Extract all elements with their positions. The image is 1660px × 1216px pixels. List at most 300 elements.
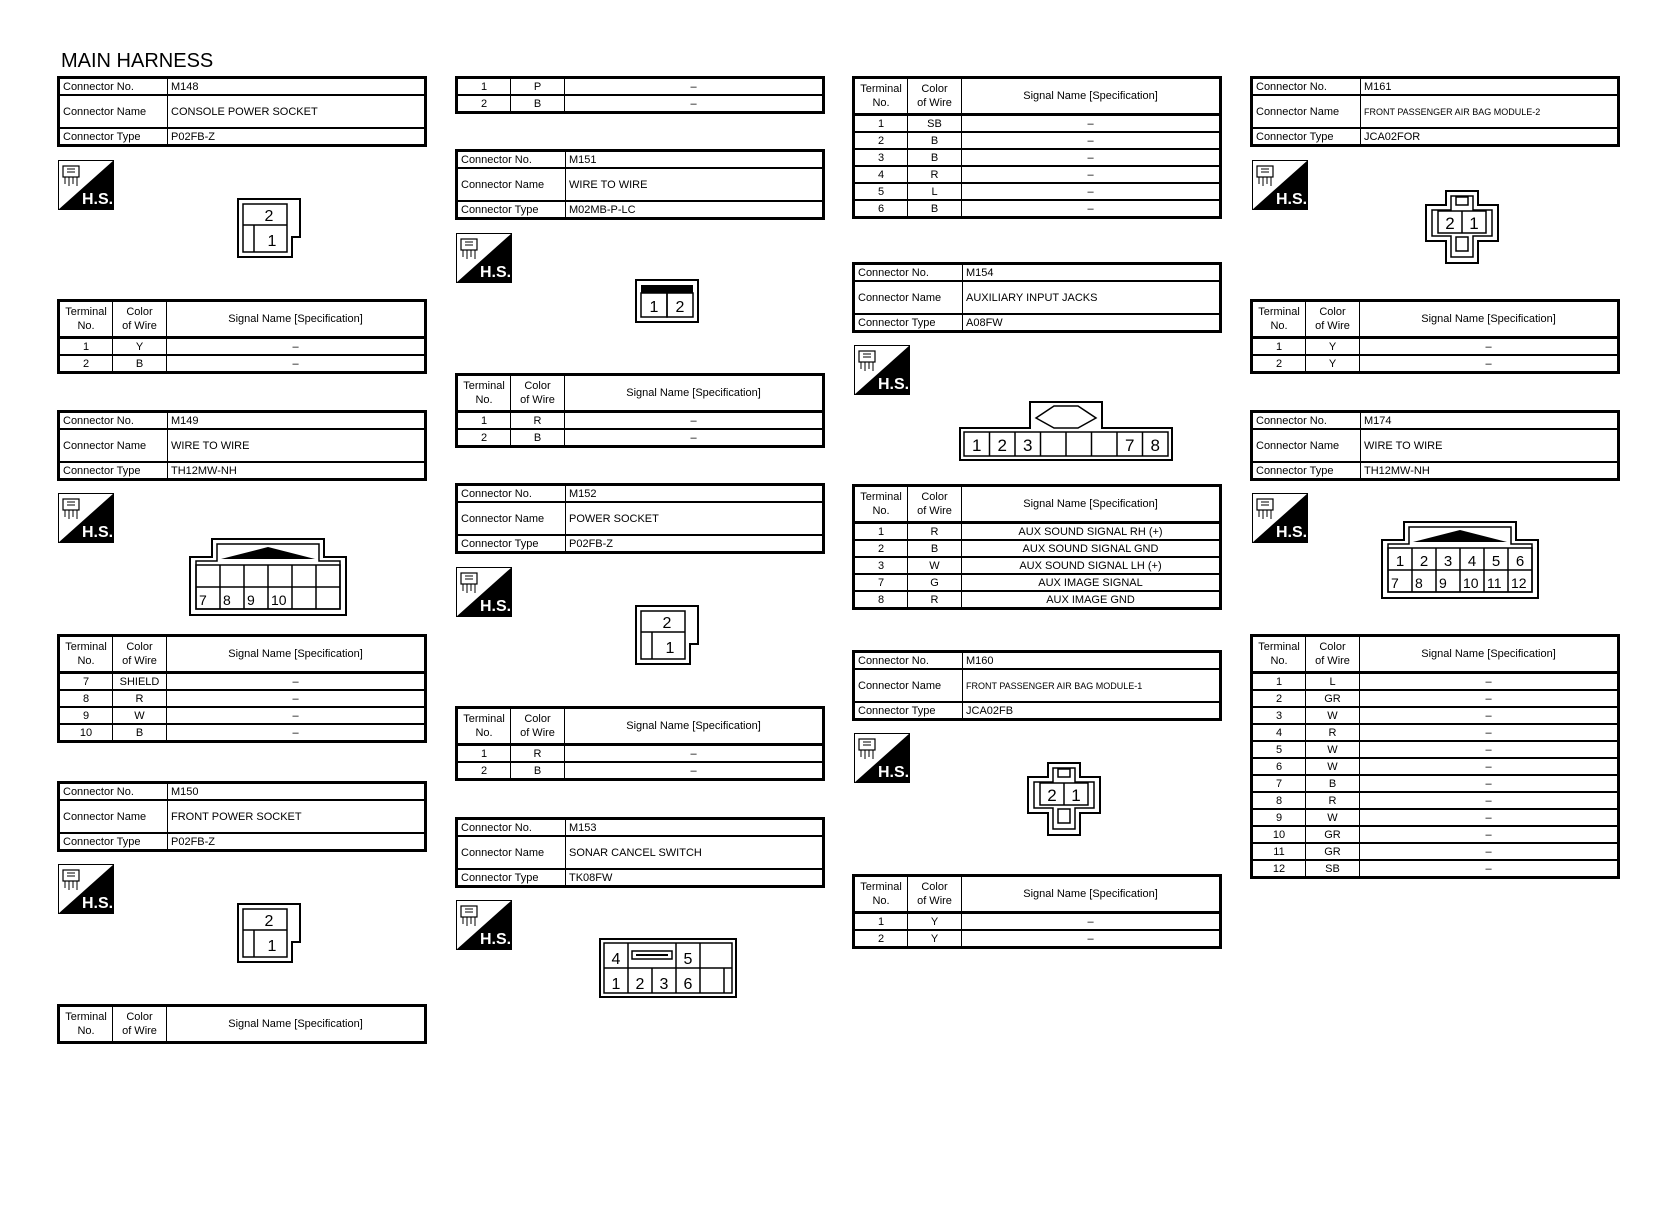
wire-color: SHIELD — [113, 673, 167, 691]
svg-text:7: 7 — [1125, 436, 1135, 455]
svg-text:10: 10 — [1463, 575, 1479, 591]
svg-text:2: 2 — [264, 208, 274, 225]
terminal-no: 9 — [1252, 809, 1306, 826]
signal-name-header: Signal Name [Specification] — [565, 375, 824, 412]
signal-name: – — [1360, 809, 1619, 826]
table-row — [457, 78, 824, 96]
terminal-no: 2 — [1252, 690, 1306, 707]
svg-text:H.S.: H.S. — [82, 524, 114, 541]
connector-type-label: Connector Type — [1252, 462, 1361, 480]
table-row — [1252, 826, 1619, 843]
terminal-no: 2 — [457, 429, 511, 447]
terminal-no: 6 — [854, 200, 908, 218]
terminal-no: 10 — [1252, 826, 1306, 843]
svg-text:H.S.: H.S. — [878, 764, 910, 781]
wire-color: R — [113, 690, 167, 707]
connector-type-label: Connector Type — [457, 201, 566, 219]
signal-name: – — [1360, 775, 1619, 792]
color-of-wire-header: Color of Wire — [511, 375, 565, 412]
signal-name: – — [1360, 355, 1619, 373]
table-row — [59, 724, 426, 742]
table-row — [59, 355, 426, 373]
signal-name-header: Signal Name [Specification] — [962, 876, 1221, 913]
connector-no-value: M161 — [1361, 78, 1619, 96]
connector-name-value: POWER SOCKET — [566, 502, 824, 535]
connector-type-value: P02FB-Z — [168, 833, 426, 851]
connector-no-value: M154 — [963, 264, 1221, 282]
signal-name-header: Signal Name [Specification] — [1360, 301, 1619, 338]
table-row — [854, 574, 1221, 591]
terminal-no-header: Terminal No. — [457, 708, 511, 745]
connector-no-value: M151 — [566, 151, 824, 169]
connector-no-value: M153 — [566, 819, 824, 837]
connector-no-value: M152 — [566, 485, 824, 503]
signal-name-header: Signal Name [Specification] — [962, 78, 1221, 115]
connector-type-value: JCA02FB — [963, 702, 1221, 720]
connector-name-label: Connector Name — [59, 800, 168, 833]
connector-name-value: WIRE TO WIRE — [1361, 429, 1619, 462]
table-row — [1252, 843, 1619, 860]
wire-color: GR — [1306, 843, 1360, 860]
connector-face-m148 — [236, 197, 302, 259]
terminal-no: 1 — [457, 412, 511, 430]
signal-name: – — [962, 115, 1221, 133]
connector-type-value: P02FB-Z — [168, 128, 426, 146]
svg-text:1: 1 — [972, 436, 982, 455]
terminal-no-header: Terminal No. — [1252, 301, 1306, 338]
terminal-no: 1 — [1252, 338, 1306, 356]
wire-color: B — [113, 724, 167, 742]
svg-text:2: 2 — [1445, 214, 1455, 233]
signal-name: – — [1360, 826, 1619, 843]
svg-text:1: 1 — [1469, 214, 1479, 233]
svg-text:H.S.: H.S. — [480, 598, 512, 615]
signal-name: – — [962, 132, 1221, 149]
wire-color: GR — [1306, 690, 1360, 707]
table-row — [854, 183, 1221, 200]
table-row — [854, 149, 1221, 166]
signal-name: – — [1360, 724, 1619, 741]
svg-text:4: 4 — [611, 951, 621, 968]
terminal-no-header: Terminal No. — [854, 486, 908, 523]
connector-type-label: Connector Type — [59, 128, 168, 146]
terminal-no: 2 — [854, 132, 908, 149]
wire-color: P — [511, 78, 565, 96]
connector-face-m150 — [236, 902, 302, 964]
connector-name-label: Connector Name — [1252, 429, 1361, 462]
signal-name: – — [565, 429, 824, 447]
wire-color: L — [908, 183, 962, 200]
terminal-no: 4 — [1252, 724, 1306, 741]
terminal-table-m148 — [57, 299, 427, 374]
connector-type-value: TK08FW — [566, 869, 824, 887]
connector-type-label: Connector Type — [854, 702, 963, 720]
wire-color: W — [908, 557, 962, 574]
wire-color: SB — [908, 115, 962, 133]
terminal-table-m174 — [1250, 634, 1620, 879]
svg-text:2: 2 — [675, 299, 685, 316]
connector-info-m174 — [1250, 410, 1620, 481]
svg-text:5: 5 — [683, 951, 693, 968]
svg-text:4: 4 — [1467, 553, 1477, 570]
svg-text:H.S.: H.S. — [480, 264, 512, 281]
connector-type-value: TH12MW-NH — [168, 462, 426, 480]
color-of-wire-header: Color of Wire — [908, 78, 962, 115]
signal-name: – — [565, 95, 824, 113]
table-row — [59, 707, 426, 724]
wire-color: Y — [908, 913, 962, 931]
connector-info-m148 — [57, 76, 427, 147]
signal-name: AUX IMAGE GND — [962, 591, 1221, 609]
svg-text:11: 11 — [1487, 575, 1502, 591]
svg-text:2: 2 — [997, 436, 1007, 455]
svg-text:3: 3 — [659, 976, 669, 993]
connector-name-value: FRONT PASSENGER AIR BAG MODULE-1 — [963, 669, 1221, 702]
signal-name: – — [962, 166, 1221, 183]
terminal-no: 7 — [1252, 775, 1306, 792]
connector-no-value: M148 — [168, 78, 426, 96]
connector-face-m152 — [634, 604, 700, 666]
connector-no-value: M174 — [1361, 412, 1619, 430]
harness-side-icon — [1252, 493, 1308, 543]
svg-text:7: 7 — [1391, 575, 1399, 591]
signal-name: AUX SOUND SIGNAL RH (+) — [962, 523, 1221, 541]
svg-text:H.S.: H.S. — [82, 895, 114, 912]
svg-text:2: 2 — [264, 913, 274, 930]
connector-face-m160 — [1026, 761, 1102, 837]
wire-color: G — [908, 574, 962, 591]
signal-name: – — [1360, 843, 1619, 860]
svg-text:10: 10 — [271, 592, 287, 608]
harness-side-icon — [854, 733, 910, 783]
table-row — [854, 913, 1221, 931]
connector-info-m153 — [455, 817, 825, 888]
table-row — [1252, 792, 1619, 809]
connector-info-m152 — [455, 483, 825, 554]
svg-text:2: 2 — [662, 615, 672, 632]
table-row — [59, 673, 426, 691]
connector-face-m149 — [188, 537, 348, 617]
signal-name: – — [565, 762, 824, 780]
svg-text:12: 12 — [1511, 575, 1527, 591]
svg-text:1: 1 — [611, 976, 621, 993]
terminal-no: 1 — [59, 338, 113, 356]
signal-name: – — [962, 930, 1221, 948]
signal-name: – — [167, 707, 426, 724]
connector-name-label: Connector Name — [59, 95, 168, 128]
table-row — [1252, 724, 1619, 741]
svg-text:1: 1 — [649, 299, 659, 316]
harness-side-icon — [58, 160, 114, 210]
signal-name: – — [1360, 707, 1619, 724]
connector-no-label: Connector No. — [854, 264, 963, 282]
terminal-no: 2 — [1252, 355, 1306, 373]
connector-info-m161 — [1250, 76, 1620, 147]
terminal-no: 2 — [59, 355, 113, 373]
signal-name: – — [565, 78, 824, 96]
connector-face-m153 — [598, 937, 738, 999]
terminal-no-header: Terminal No. — [854, 78, 908, 115]
terminal-no: 7 — [854, 574, 908, 591]
signal-name: AUX SOUND SIGNAL GND — [962, 540, 1221, 557]
color-of-wire-header: Color of Wire — [511, 708, 565, 745]
terminal-no: 2 — [854, 540, 908, 557]
connector-no-label: Connector No. — [59, 78, 168, 96]
color-of-wire-header: Color of Wire — [1306, 636, 1360, 673]
table-row — [854, 166, 1221, 183]
wire-color: B — [511, 762, 565, 780]
signal-name: – — [167, 355, 426, 373]
signal-name: – — [1360, 758, 1619, 775]
wire-color: R — [908, 523, 962, 541]
signal-name: – — [565, 745, 824, 763]
table-row — [854, 591, 1221, 609]
connector-name-value: WIRE TO WIRE — [168, 429, 426, 462]
signal-name: – — [167, 338, 426, 356]
wire-color: W — [113, 707, 167, 724]
connector-info-m149 — [57, 410, 427, 481]
signal-name-header: Signal Name [Specification] — [167, 1006, 426, 1043]
terminal-no-header: Terminal No. — [1252, 636, 1306, 673]
harness-side-icon — [456, 233, 512, 283]
table-row — [1252, 690, 1619, 707]
connector-type-label: Connector Type — [1252, 128, 1361, 146]
signal-name: – — [167, 724, 426, 742]
terminal-no: 1 — [457, 745, 511, 763]
terminal-table-m161 — [1250, 299, 1620, 374]
wire-color: B — [908, 149, 962, 166]
terminal-no: 1 — [854, 523, 908, 541]
connector-name-value: CONSOLE POWER SOCKET — [168, 95, 426, 128]
svg-text:1: 1 — [665, 640, 675, 657]
svg-text:5: 5 — [1491, 553, 1501, 570]
svg-text:H.S.: H.S. — [480, 931, 512, 948]
connector-type-value: A08FW — [963, 314, 1221, 332]
signal-name: – — [167, 690, 426, 707]
terminal-no-header: Terminal No. — [59, 1006, 113, 1043]
connector-face-m154 — [958, 400, 1174, 462]
svg-text:6: 6 — [683, 976, 693, 993]
connector-no-label: Connector No. — [854, 652, 963, 670]
table-row — [1252, 338, 1619, 356]
color-of-wire-header: Color of Wire — [908, 486, 962, 523]
signal-name: – — [1360, 792, 1619, 809]
connector-name-value: AUXILIARY INPUT JACKS — [963, 281, 1221, 314]
terminal-table-m154 — [852, 484, 1222, 610]
svg-text:9: 9 — [1439, 575, 1447, 591]
connector-face-m174 — [1380, 520, 1540, 600]
wire-color: W — [1306, 741, 1360, 758]
terminal-no: 5 — [854, 183, 908, 200]
svg-text:H.S.: H.S. — [1276, 524, 1308, 541]
connector-name-value: SONAR CANCEL SWITCH — [566, 836, 824, 869]
terminal-no: 1 — [854, 115, 908, 133]
terminal-table-m149 — [57, 634, 427, 743]
connector-type-value: M02MB-P-LC — [566, 201, 824, 219]
table-row — [457, 95, 824, 113]
connector-type-value: P02FB-Z — [566, 535, 824, 553]
terminal-no: 2 — [457, 95, 511, 113]
connector-name-label: Connector Name — [457, 502, 566, 535]
signal-name: – — [962, 913, 1221, 931]
signal-name-header: Signal Name [Specification] — [565, 708, 824, 745]
terminal-no-header: Terminal No. — [59, 636, 113, 673]
connector-type-label: Connector Type — [854, 314, 963, 332]
terminal-no: 1 — [854, 913, 908, 931]
table-row — [1252, 809, 1619, 826]
svg-text:2: 2 — [1419, 553, 1429, 570]
connector-type-value: JCA02FOR — [1361, 128, 1619, 146]
terminal-no: 11 — [1252, 843, 1306, 860]
svg-text:8: 8 — [1150, 436, 1160, 455]
harness-side-icon — [1252, 160, 1308, 210]
signal-name: – — [565, 412, 824, 430]
svg-text:9: 9 — [247, 592, 255, 608]
wire-color: W — [1306, 809, 1360, 826]
wire-color: SB — [1306, 860, 1360, 878]
connector-face-m161 — [1424, 189, 1500, 265]
terminal-no: 7 — [59, 673, 113, 691]
signal-name-header: Signal Name [Specification] — [167, 636, 426, 673]
terminal-no: 6 — [1252, 758, 1306, 775]
connector-type-value: TH12MW-NH — [1361, 462, 1619, 480]
table-row — [59, 690, 426, 707]
wire-color: R — [908, 166, 962, 183]
svg-text:1: 1 — [267, 938, 277, 955]
wire-color: R — [1306, 724, 1360, 741]
terminal-no: 12 — [1252, 860, 1306, 878]
connector-info-m160 — [852, 650, 1222, 721]
terminal-no: 8 — [59, 690, 113, 707]
wire-color: L — [1306, 673, 1360, 691]
signal-name-header: Signal Name [Specification] — [962, 486, 1221, 523]
wire-color: W — [1306, 758, 1360, 775]
connector-no-label: Connector No. — [457, 151, 566, 169]
table-row — [457, 412, 824, 430]
table-row — [1252, 758, 1619, 775]
svg-text:H.S.: H.S. — [878, 376, 910, 393]
connector-no-label: Connector No. — [59, 783, 168, 801]
terminal-no: 3 — [854, 149, 908, 166]
connector-info-m154 — [852, 262, 1222, 333]
connector-name-label: Connector Name — [457, 168, 566, 201]
terminal-table-m160 — [852, 874, 1222, 949]
signal-name: – — [962, 149, 1221, 166]
wire-color: B — [1306, 775, 1360, 792]
connector-no-value: M150 — [168, 783, 426, 801]
table-row — [59, 338, 426, 356]
terminal-no: 2 — [854, 930, 908, 948]
table-row — [1252, 775, 1619, 792]
connector-type-label: Connector Type — [457, 535, 566, 553]
table-row — [854, 115, 1221, 133]
svg-text:H.S.: H.S. — [1276, 191, 1308, 208]
connector-type-label: Connector Type — [59, 462, 168, 480]
signal-name: – — [962, 200, 1221, 218]
terminal-table-continued — [455, 76, 825, 114]
table-row — [854, 132, 1221, 149]
wire-color: R — [511, 412, 565, 430]
table-row — [854, 930, 1221, 948]
svg-text:H.S.: H.S. — [82, 191, 114, 208]
connector-no-label: Connector No. — [59, 412, 168, 430]
table-row — [457, 745, 824, 763]
table-row — [1252, 707, 1619, 724]
wire-color: R — [511, 745, 565, 763]
svg-text:2: 2 — [1047, 786, 1057, 805]
signal-name: – — [1360, 338, 1619, 356]
signal-name: AUX IMAGE SIGNAL — [962, 574, 1221, 591]
terminal-no: 2 — [457, 762, 511, 780]
svg-text:1: 1 — [267, 233, 277, 250]
terminal-no: 8 — [1252, 792, 1306, 809]
svg-text:3: 3 — [1023, 436, 1033, 455]
terminal-table-m153 — [852, 76, 1222, 219]
connector-type-label: Connector Type — [59, 833, 168, 851]
harness-side-icon — [456, 900, 512, 950]
connector-no-value: M149 — [168, 412, 426, 430]
connector-info-m150 — [57, 781, 427, 852]
table-row — [1252, 673, 1619, 691]
page-title: MAIN HARNESS — [61, 50, 214, 72]
wire-color: GR — [1306, 826, 1360, 843]
connector-face-m151 — [634, 278, 700, 324]
connector-no-label: Connector No. — [457, 485, 566, 503]
svg-text:1: 1 — [1071, 786, 1081, 805]
terminal-table-m151 — [455, 373, 825, 448]
wire-color: Y — [1306, 338, 1360, 356]
svg-text:2: 2 — [635, 976, 645, 993]
connector-no-value: M160 — [963, 652, 1221, 670]
signal-name: – — [167, 673, 426, 691]
terminal-no-header: Terminal No. — [59, 301, 113, 338]
table-row — [1252, 355, 1619, 373]
signal-name: AUX SOUND SIGNAL LH (+) — [962, 557, 1221, 574]
terminal-table-m152 — [455, 706, 825, 781]
table-row — [1252, 860, 1619, 878]
color-of-wire-header: Color of Wire — [113, 1006, 167, 1043]
connector-name-label: Connector Name — [59, 429, 168, 462]
wire-color: W — [1306, 707, 1360, 724]
harness-side-icon — [456, 567, 512, 617]
signal-name: – — [1360, 673, 1619, 691]
table-row — [854, 540, 1221, 557]
wire-color: Y — [113, 338, 167, 356]
wire-color: Y — [1306, 355, 1360, 373]
svg-text:7: 7 — [199, 592, 207, 608]
table-row — [457, 762, 824, 780]
wire-color: B — [908, 200, 962, 218]
wire-color: B — [908, 132, 962, 149]
svg-text:3: 3 — [1443, 553, 1453, 570]
connector-no-label: Connector No. — [457, 819, 566, 837]
terminal-no-header: Terminal No. — [457, 375, 511, 412]
signal-name: – — [1360, 690, 1619, 707]
terminal-no: 4 — [854, 166, 908, 183]
wire-color: R — [908, 591, 962, 609]
wire-color: B — [908, 540, 962, 557]
svg-text:8: 8 — [223, 592, 231, 608]
color-of-wire-header: Color of Wire — [1306, 301, 1360, 338]
connector-no-label: Connector No. — [1252, 78, 1361, 96]
terminal-table-m150 — [57, 1004, 427, 1044]
table-row — [854, 523, 1221, 541]
harness-side-icon — [58, 493, 114, 543]
svg-text:8: 8 — [1415, 575, 1423, 591]
terminal-no: 8 — [854, 591, 908, 609]
wire-color: B — [511, 95, 565, 113]
connector-name-label: Connector Name — [854, 669, 963, 702]
